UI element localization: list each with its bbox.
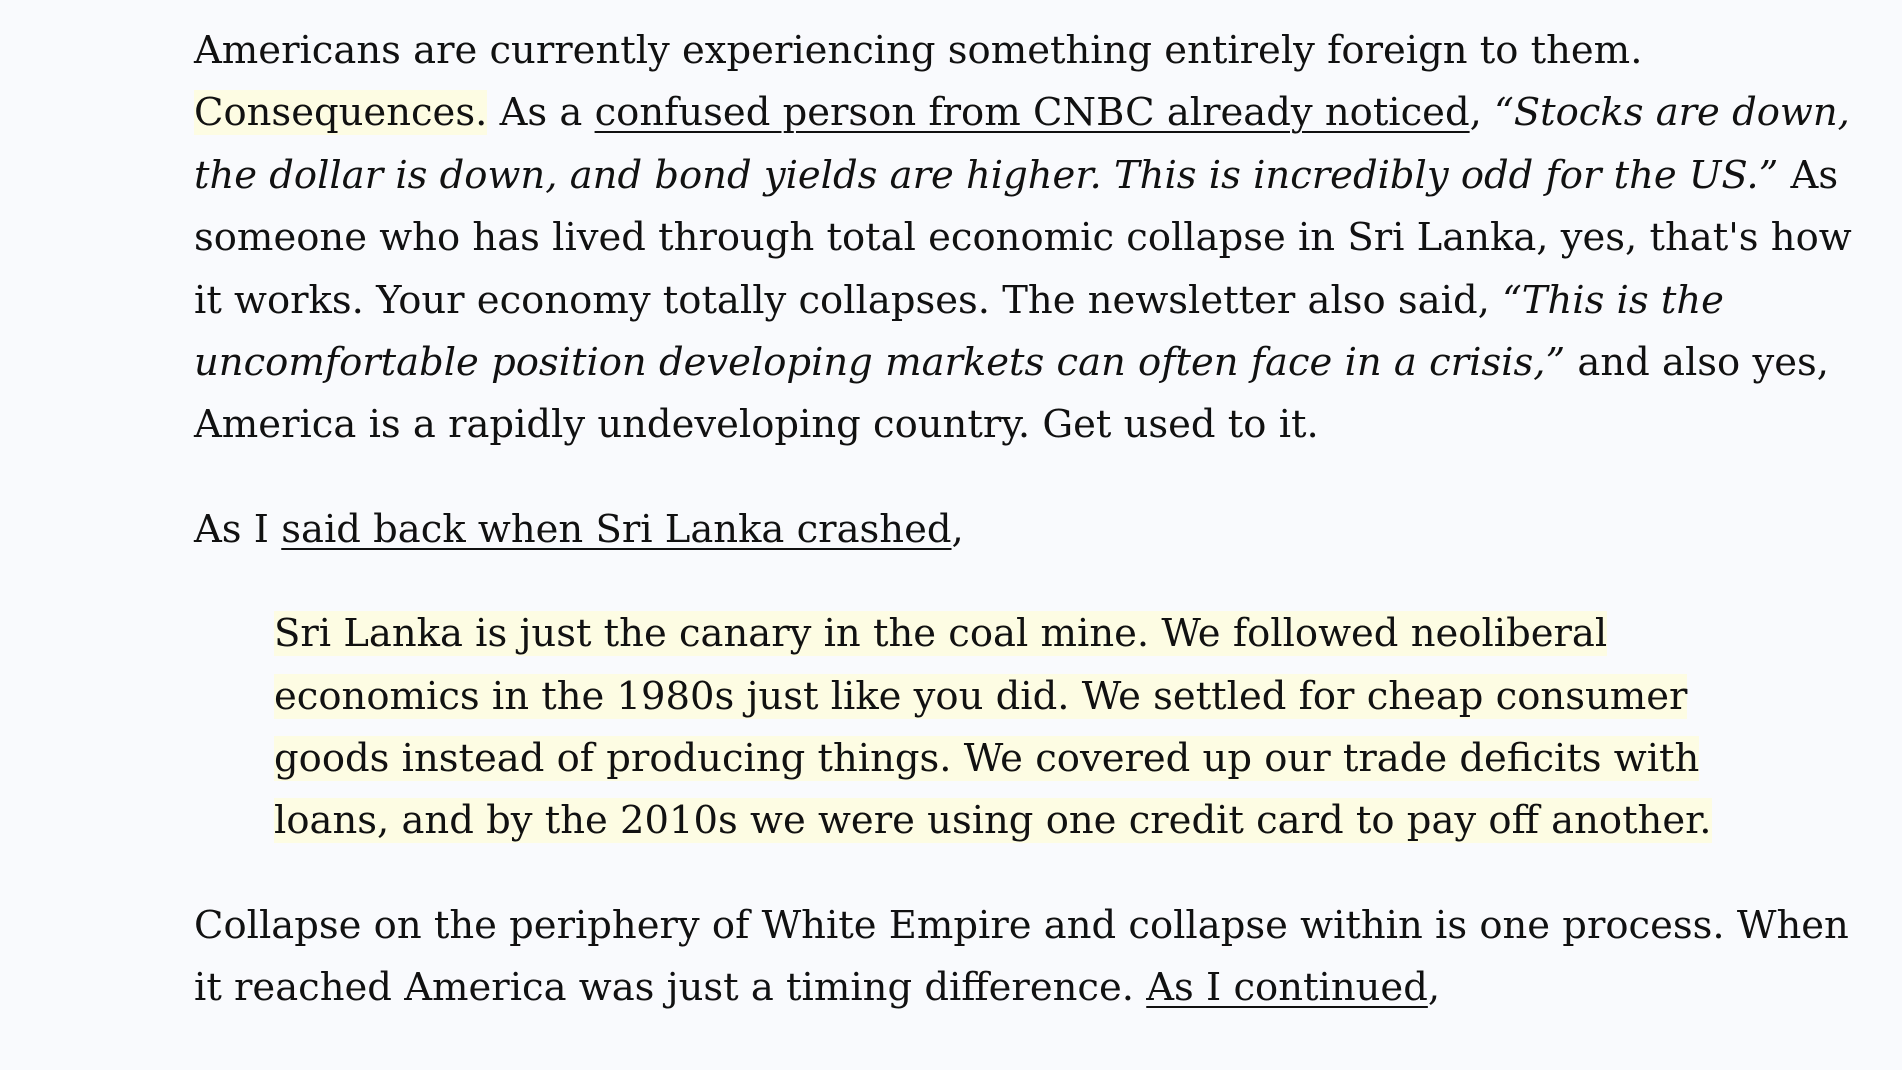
text-span: and also yes,: [1565, 340, 1829, 386]
paragraph-collapse: [194, 895, 1849, 1020]
paragraph-as-i-said: [194, 499, 1764, 561]
highlighted-text: Consequences.: [194, 90, 488, 136]
quote-line: [274, 603, 1764, 665]
quoted-text: “Stocks are down,: [1494, 90, 1850, 136]
highlighted-text: economics in the 1980s just like you did. We settled for cheap consumer: [274, 673, 1688, 719]
text-line: [194, 394, 1764, 456]
text-line: [194, 957, 1764, 1019]
paragraph-consequences: [194, 20, 1852, 457]
quote-line: [274, 666, 1764, 728]
text-line: [194, 270, 1764, 332]
quote-line: [274, 728, 1764, 790]
highlighted-text: Sri Lanka is just the canary in the coal mine. We followed neoliberal: [274, 611, 1608, 657]
cnbc-link[interactable]: confused person from CNBC already noticed: [594, 90, 1470, 136]
text-span: Americans are currently experiencing something entirely foreign to them.: [194, 28, 1643, 73]
text-span: it reached America was just a timing difference.: [194, 965, 1147, 1011]
text-span: it works. Your economy totally collapses. The newsletter also said,: [194, 277, 1503, 323]
text-span: America is a rapidly undeveloping country. Get used to it.: [194, 402, 1319, 448]
blockquote: [274, 603, 1764, 853]
quoted-text: the dollar is down, and bond yields are higher. This is incredibly odd for the US.”: [194, 152, 1779, 198]
article-body: [194, 20, 1852, 1062]
text-span: someone who has lived through total economic collapse in Sri Lanka, yes, that's how: [194, 215, 1852, 261]
highlighted-text: goods instead of producing things. We covered up our trade deficits with: [274, 736, 1700, 782]
text-span: As: [1778, 152, 1839, 198]
as-i-continued-link[interactable]: As I continued: [1146, 965, 1428, 1011]
highlighted-text: loans, and by the 2010s we were using one credit card to pay off another.: [274, 798, 1712, 844]
sri-lanka-crashed-link[interactable]: said back when Sri Lanka crashed: [281, 506, 952, 552]
text-span: ,: [951, 506, 964, 552]
text-line: [194, 332, 1829, 394]
text-line: [194, 499, 1764, 561]
text-line: [194, 895, 1849, 957]
quote-line: [274, 790, 1764, 852]
text-span: As a: [487, 90, 595, 136]
text-line: [194, 20, 1764, 82]
quoted-text: uncomfortable position developing markets can often face in a crisis,”: [194, 340, 1566, 386]
text-span: As I: [194, 506, 282, 552]
text-span: Collapse on the periphery of White Empire and collapse within is one process. When: [194, 902, 1849, 948]
text-span: ,: [1427, 965, 1441, 1011]
text-line: [194, 145, 1839, 207]
quoted-text: “This is the: [1502, 277, 1724, 323]
text-line: [194, 207, 1852, 269]
text-line: [194, 82, 1850, 144]
text-span: ,: [1469, 90, 1495, 136]
